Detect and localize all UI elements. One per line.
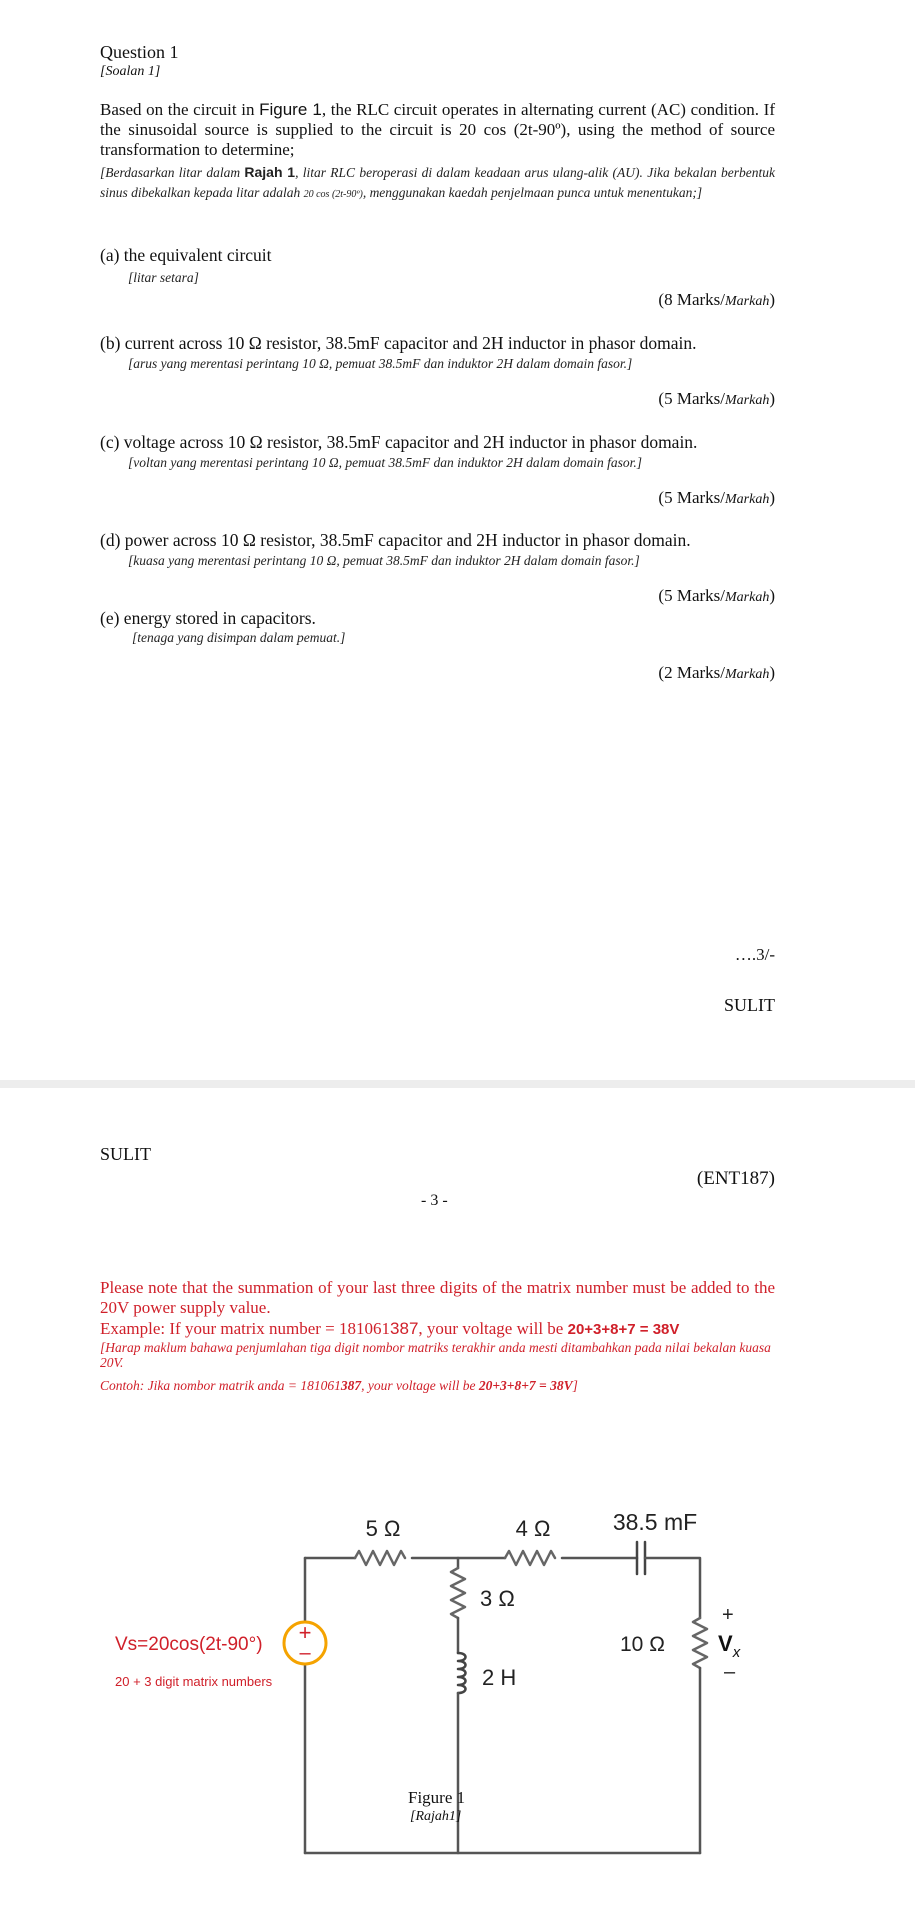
part-c-label-ms: [voltan yang merentasi perintang 10 Ω, pemuat 38.5mF dan induktor 2H dalam domain fasor.] <box>128 455 642 470</box>
part-d-label: (d) power across 10 Ω resistor, 38.5mF capacitor and 2H inductor in phasor domain. <box>100 530 691 550</box>
matrix-note: Please note that the summation of your last three digits of the matrix number must be added to the 20V power supply value. <box>100 1278 775 1317</box>
next-page-indicator: ….3/- <box>734 945 775 964</box>
resistor-4ohm <box>505 1551 555 1565</box>
figure-caption-ms: [Rajah1] <box>410 1809 462 1824</box>
sulit-footer: SULIT <box>724 995 775 1015</box>
matrix-example: Example: If your matrix number = 181061387, your voltage will be 20+3+8+7 = 38V <box>100 1319 680 1338</box>
vx-plus: + <box>722 1604 734 1626</box>
source-plus: + <box>298 1620 312 1645</box>
figure-caption: Figure 1 <box>408 1788 466 1807</box>
resistor-3ohm <box>451 1568 465 1618</box>
part-e-label: (e) energy stored in capacitors. <box>100 608 316 628</box>
page-separator <box>0 1080 915 1088</box>
part-b-label: (b) current across 10 Ω resistor, 38.5mF capacitor and 2H inductor in phasor domain. <box>100 333 697 353</box>
part-c-label: (c) voltage across 10 Ω resistor, 38.5mF capacitor and 2H inductor in phasor domain. <box>100 432 698 452</box>
label-capacitor: 38.5 mF <box>612 1509 698 1535</box>
label-r2: 4 Ω <box>515 1516 551 1541</box>
vx-minus: – <box>724 1661 736 1683</box>
part-a-label: (a) the equivalent circuit <box>100 245 272 265</box>
resistor-5ohm <box>355 1551 405 1565</box>
matrix-note-ms: [Harap maklum bahawa penjumlahan tiga digit nombor matriks terakhir anda mesti ditambahkan pada nilai bekalan kuasa 20V. <box>100 1340 771 1370</box>
matrix-example-ms: Contoh: Jika nombor matrik anda = 181061387, your voltage will be 20+3+8+7 = 38V] <box>100 1378 578 1393</box>
sulit-header: SULIT <box>100 1144 151 1164</box>
question-title-ms: [Soalan 1] <box>100 64 161 79</box>
part-a-marks: (8 Marks/Markah) <box>658 290 775 309</box>
label-r4: 10 Ω <box>620 1633 665 1656</box>
resistor-10ohm <box>693 1618 707 1668</box>
part-b-label-ms: [arus yang merentasi perintang 10 Ω, pemuat 38.5mF dan induktor 2H dalam domain fasor.] <box>128 356 633 371</box>
inductor-2h <box>458 1653 466 1693</box>
part-c-marks: (5 Marks/Markah) <box>658 488 775 507</box>
question-intro: Based on the circuit in Figure 1, the RLC circuit operates in alternating current (AC) condition. If the sinusoidal source is supplied to the circuit is 20 cos (2t-90º), using the method of source transformation to determine; <box>100 100 775 159</box>
source-label: Vs=20cos(2t-90°) <box>115 1634 263 1655</box>
part-d-marks: (5 Marks/Markah) <box>658 586 775 605</box>
question-intro-ms: [Berdasarkan litar dalam Rajah 1, litar RLC beroperasi di dalam keadaan arus ulang-alik (AU). Jika bekalan berbentuk sinus dibekalkan kepada litar adalah 20 cos (2t-90º), menggunakan kaedah penjelmaan punca untuk menentukan;] <box>100 164 775 200</box>
vx-label: $V_x$ <box>718 1631 741 1661</box>
label-r1: 5 Ω <box>365 1516 401 1541</box>
question-title: Question 1 <box>100 42 179 62</box>
source-note: 20 + 3 digit matrix numbers <box>115 1674 273 1689</box>
source-minus: – <box>299 1642 311 1664</box>
part-d-label-ms: [kuasa yang merentasi perintang 10 Ω, pemuat 38.5mF dan induktor 2H dalam domain fasor.] <box>128 553 640 568</box>
part-a-label-ms: [litar setara] <box>128 270 199 285</box>
label-inductor: 2 H <box>482 1665 517 1690</box>
figure-reference: Figure 1 <box>259 100 322 119</box>
part-e-marks: (2 Marks/Markah) <box>658 663 775 682</box>
wire-top-4 <box>645 1558 700 1618</box>
page-number: - 3 - <box>421 1192 448 1209</box>
part-e-label-ms: [tenaga yang disimpan dalam pemuat.] <box>132 630 346 645</box>
label-r3: 3 Ω <box>480 1586 515 1611</box>
course-code: (ENT187) <box>696 1168 775 1189</box>
page-2 <box>0 1088 915 1920</box>
part-b-marks: (5 Marks/Markah) <box>658 389 775 408</box>
